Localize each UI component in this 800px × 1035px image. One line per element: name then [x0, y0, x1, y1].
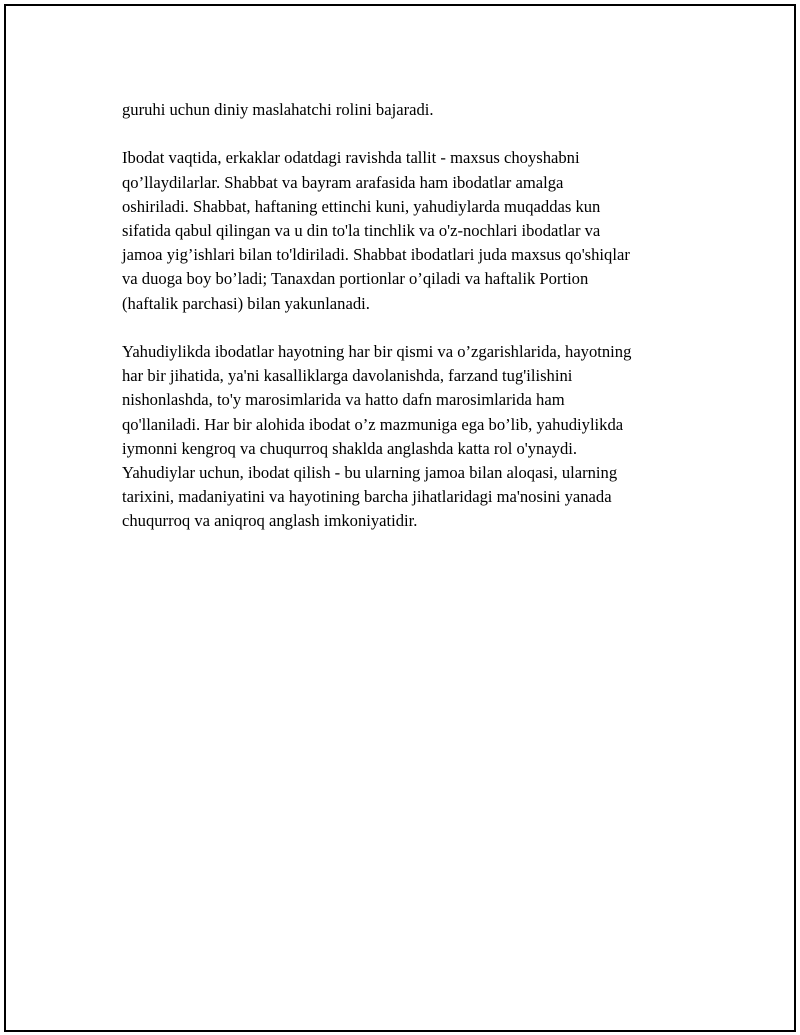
text-line: (haftalik parchasi) bilan yakunlanadi.: [122, 293, 370, 313]
text-line: qo’llaydilarlar. Shabbat va bayram arafasida ham ibodatlar amalga: [122, 172, 564, 192]
text-line: nishonlashda, to'y marosimlarida va hatto dafn marosimlarida ham: [122, 390, 565, 410]
paragraph-2: [122, 146, 712, 315]
text-line: jamoa yig’ishlari bilan to'ldiriladi. Shabbat ibodatlari juda maxsus qo'shiqlar: [122, 245, 630, 265]
text-line: chuqurroq va aniqroq anglash imkoniyatidir.: [122, 511, 418, 531]
document-body: [122, 98, 712, 558]
text-line: Yahudiylikda ibodatlar hayotning har bir qismi va o’zgarishlarida, hayotning: [122, 342, 632, 361]
paragraph-3: [122, 340, 712, 534]
page-border: [4, 4, 796, 1032]
text-line: tarixini, madaniyatini va hayotining barcha jihatlaridagi ma'nosini yanada: [122, 487, 612, 507]
text-line: va duoga boy bo’ladi; Tanaxdan portionlar o’qiladi va haftalik Portion: [122, 269, 589, 289]
text-line: oshiriladi. Shabbat, haftaning ettinchi kuni, yahudiylarda muqaddas kun: [122, 196, 601, 216]
text-line: har bir jihatida, ya'ni kasalliklarga davolanishda, farzand tug'ilishini: [122, 366, 573, 386]
text-line: Yahudiylar uchun, ibodat qilish - bu ularning jamoa bilan aloqasi, ularning: [122, 463, 618, 483]
text-line: guruhi uchun diniy maslahatchi rolini bajaradi.: [122, 100, 434, 119]
paragraph-1: [122, 98, 712, 122]
text-line: Ibodat vaqtida, erkaklar odatdagi ravishda tallit - maxsus choyshabni: [122, 148, 580, 168]
text-line: sifatida qabul qilingan va u din to'la tinchlik va o'z-nochlari ibodatlar va: [122, 221, 601, 240]
text-line: iymonni kengroq va chuqurroq shaklda anglashda katta rol o'ynaydi.: [122, 438, 578, 458]
text-line: qo'llaniladi. Har bir alohida ibodat o’z mazmuniga ega bo’lib, yahudiylikda: [122, 414, 624, 434]
